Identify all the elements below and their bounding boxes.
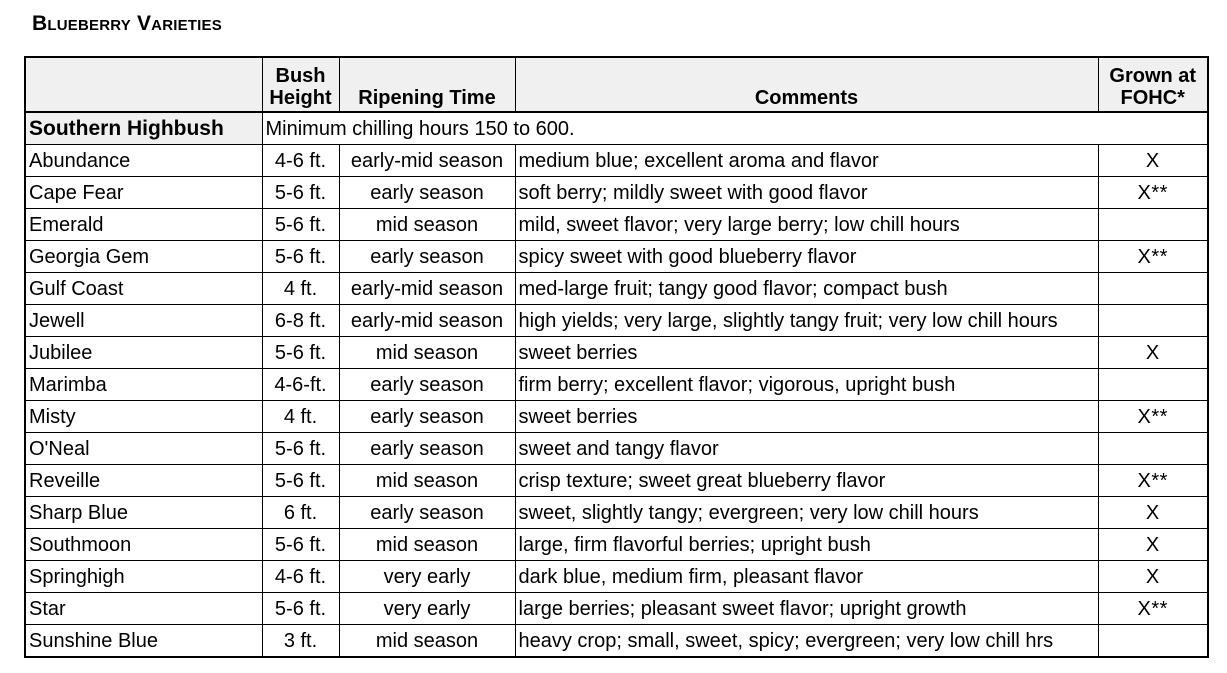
cell-variety: Misty	[25, 401, 262, 433]
cell-grown-at: X**	[1098, 177, 1208, 209]
cell-comment: sweet and tangy flavor	[515, 433, 1098, 465]
cell-variety: Georgia Gem	[25, 241, 262, 273]
cell-ripening-time: early-mid season	[339, 145, 515, 177]
cell-grown-at: X	[1098, 561, 1208, 593]
cell-comment: sweet berries	[515, 337, 1098, 369]
cell-grown-at: X	[1098, 529, 1208, 561]
table-row	[25, 433, 1208, 465]
cell-grown-at	[1098, 625, 1208, 658]
header-row	[25, 57, 1208, 112]
cell-grown-at: X**	[1098, 465, 1208, 497]
cell-variety: Marimba	[25, 369, 262, 401]
cell-comment: high yields; very large, slightly tangy fruit; very low chill hours	[515, 305, 1098, 337]
table-row	[25, 497, 1208, 529]
table-row	[25, 593, 1208, 625]
cell-ripening-time: mid season	[339, 337, 515, 369]
cell-bush-height: 3 ft.	[262, 625, 339, 658]
cell-comment: crisp texture; sweet great blueberry flavor	[515, 465, 1098, 497]
header-comments: Comments	[515, 57, 1098, 112]
group-note: Minimum chilling hours 150 to 600.	[262, 112, 1208, 145]
cell-grown-at: X	[1098, 337, 1208, 369]
table-row	[25, 241, 1208, 273]
cell-ripening-time: early season	[339, 401, 515, 433]
cell-variety: Star	[25, 593, 262, 625]
cell-bush-height: 5-6 ft.	[262, 209, 339, 241]
cell-bush-height: 4-6-ft.	[262, 369, 339, 401]
cell-bush-height: 6 ft.	[262, 497, 339, 529]
cell-comment: large, firm flavorful berries; upright bush	[515, 529, 1098, 561]
cell-ripening-time: mid season	[339, 625, 515, 658]
cell-bush-height: 5-6 ft.	[262, 337, 339, 369]
cell-comment: large berries; pleasant sweet flavor; upright growth	[515, 593, 1098, 625]
table-row	[25, 561, 1208, 593]
cell-bush-height: 4-6 ft.	[262, 145, 339, 177]
cell-grown-at	[1098, 305, 1208, 337]
table-row	[25, 273, 1208, 305]
header-bush-height-line2: Height	[269, 87, 332, 109]
cell-comment: med-large fruit; tangy good flavor; compact bush	[515, 273, 1098, 305]
cell-ripening-time: early season	[339, 497, 515, 529]
varieties-table	[24, 56, 1209, 658]
cell-ripening-time: very early	[339, 593, 515, 625]
table-row	[25, 625, 1208, 658]
cell-bush-height: 4 ft.	[262, 273, 339, 305]
cell-bush-height: 4-6 ft.	[262, 561, 339, 593]
cell-bush-height: 5-6 ft.	[262, 177, 339, 209]
cell-bush-height: 5-6 ft.	[262, 241, 339, 273]
cell-bush-height: 5-6 ft.	[262, 433, 339, 465]
table-row	[25, 177, 1208, 209]
cell-ripening-time: early season	[339, 369, 515, 401]
cell-bush-height: 5-6 ft.	[262, 593, 339, 625]
cell-grown-at: X	[1098, 497, 1208, 529]
cell-ripening-time: early season	[339, 433, 515, 465]
cell-ripening-time: early season	[339, 177, 515, 209]
cell-comment: heavy crop; small, sweet, spicy; evergreen; very low chill hrs	[515, 625, 1098, 658]
cell-comment: spicy sweet with good blueberry flavor	[515, 241, 1098, 273]
cell-bush-height: 6-8 ft.	[262, 305, 339, 337]
cell-ripening-time: very early	[339, 561, 515, 593]
cell-bush-height: 5-6 ft.	[262, 465, 339, 497]
cell-variety: Gulf Coast	[25, 273, 262, 305]
header-grown-at	[1098, 57, 1208, 112]
table-row	[25, 209, 1208, 241]
cell-variety: Sharp Blue	[25, 497, 262, 529]
header-ripening-time: Ripening Time	[339, 57, 515, 112]
cell-comment: sweet, slightly tangy; evergreen; very low chill hours	[515, 497, 1098, 529]
cell-grown-at	[1098, 273, 1208, 305]
cell-bush-height: 5-6 ft.	[262, 529, 339, 561]
table-row	[25, 465, 1208, 497]
table-row	[25, 305, 1208, 337]
table-row	[25, 529, 1208, 561]
cell-variety: Springhigh	[25, 561, 262, 593]
cell-grown-at	[1098, 433, 1208, 465]
header-variety	[25, 57, 262, 112]
table-row	[25, 145, 1208, 177]
group-name: Southern Highbush	[25, 112, 262, 145]
cell-comment: firm berry; excellent flavor; vigorous, upright bush	[515, 369, 1098, 401]
cell-variety: Emerald	[25, 209, 262, 241]
cell-variety: Jewell	[25, 305, 262, 337]
page-title: Blueberry Varieties	[32, 12, 222, 35]
cell-comment: dark blue, medium firm, pleasant flavor	[515, 561, 1098, 593]
cell-comment: sweet berries	[515, 401, 1098, 433]
table-row	[25, 401, 1208, 433]
cell-grown-at: X**	[1098, 241, 1208, 273]
header-bush-height	[262, 57, 339, 112]
cell-ripening-time: early season	[339, 241, 515, 273]
cell-grown-at: X**	[1098, 593, 1208, 625]
cell-variety: Jubilee	[25, 337, 262, 369]
cell-ripening-time: mid season	[339, 529, 515, 561]
group-row	[25, 112, 1208, 145]
cell-ripening-time: early-mid season	[339, 273, 515, 305]
header-grown-at-line1: Grown at	[1109, 65, 1197, 87]
cell-ripening-time: mid season	[339, 465, 515, 497]
cell-comment: medium blue; excellent aroma and flavor	[515, 145, 1098, 177]
cell-comment: soft berry; mildly sweet with good flavor	[515, 177, 1098, 209]
cell-comment: mild, sweet flavor; very large berry; low chill hours	[515, 209, 1098, 241]
cell-variety: Cape Fear	[25, 177, 262, 209]
cell-grown-at	[1098, 209, 1208, 241]
cell-grown-at: X	[1098, 145, 1208, 177]
table-row	[25, 337, 1208, 369]
cell-grown-at	[1098, 369, 1208, 401]
table-row	[25, 369, 1208, 401]
cell-variety: Sunshine Blue	[25, 625, 262, 658]
cell-variety: O'Neal	[25, 433, 262, 465]
cell-grown-at: X**	[1098, 401, 1208, 433]
cell-variety: Southmoon	[25, 529, 262, 561]
header-bush-height-line1: Bush	[275, 65, 326, 87]
cell-ripening-time: early-mid season	[339, 305, 515, 337]
header-grown-at-line2: FOHC*	[1120, 87, 1185, 109]
cell-bush-height: 4 ft.	[262, 401, 339, 433]
cell-variety: Reveille	[25, 465, 262, 497]
cell-variety: Abundance	[25, 145, 262, 177]
cell-ripening-time: mid season	[339, 209, 515, 241]
